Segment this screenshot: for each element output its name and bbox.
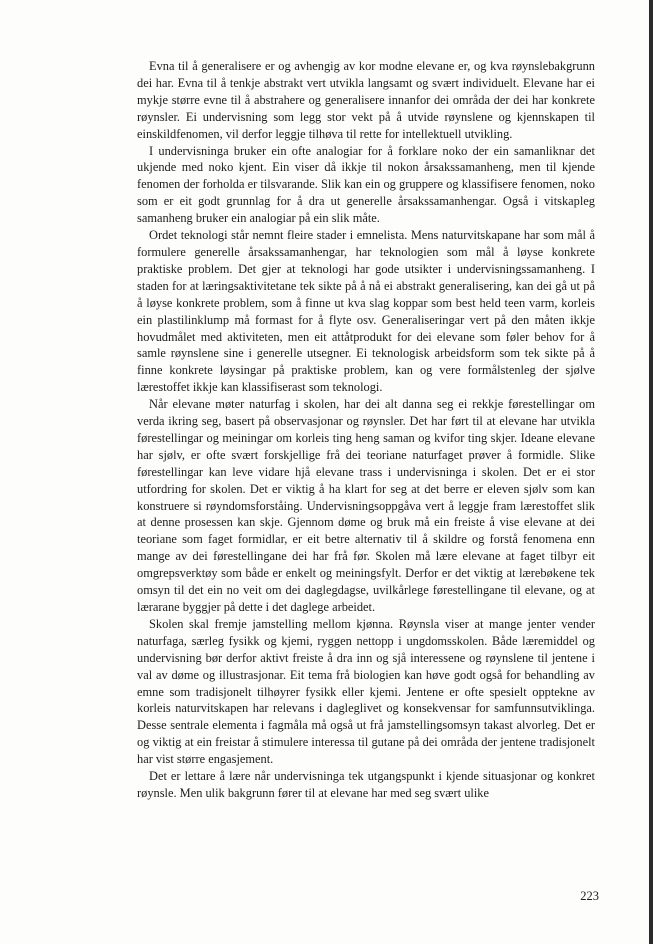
page-number: 223	[580, 889, 599, 903]
body-text	[137, 58, 595, 802]
paragraph-gender-equality: Skolen skal fremje jamstelling mellom kjønna. Røynsla viser at mange jenter vender naturfaga, særleg fysikk og kjemi, ryggen nettopp i ungdomsskolen. Både læremiddel og undervisning bør derfor aktivt freiste å dra inn og sjå interessene og røynslene til jentene i val av døme og illustrasjonar. Eit tema frå biologien kan høve godt også for behandling av emne som tradisjonelt tilhøyrer fysikk eller kjemi. Jentene er ofte spesielt opptekne av korleis naturvitskapen har relevans i dagleglivet og konsekvensar for samfunnsutviklinga. Desse sentrale elementa i fagmåla må også ut frå jamstellingsomsyn takast alvorleg. Det er og viktig at ein freistar å stimulere interessa til gutane på dei områda der jentene tradisjonelt har vist større engasjement.	[137, 616, 595, 767]
paragraph-technology: Ordet teknologi står nemnt fleire stader i emnelista. Mens naturvitskapane har som mål å formulere generelle årsakssamanhengar, har teknologien som mål å løyse konkrete praktiske problem. Det gjer at teknologi har gode utsikter i undervisningssamanheng. I staden for at læringsaktivitetane tek sikte på å nå ei abstrakt generalisering, kan dei gå ut på å løyse konkrete problem, som å finne ut kva slag koppar som best held teen varm, korleis ein plastilinklump må formast for å flyte osv. Generaliseringar vert på den måten ikkje hovudmålet med aktiviteten, men eit attåtprodukt for dei elevane som føler behov for å samle røynslene sine i generelle utsegner. Ei teknologisk arbeidsform som tek sikte på å finne konkrete løysingar på praktiske problem, kan og vere formålstenleg der sjølve lærestoffet ikkje kan klassifiserast som teknologi.	[137, 228, 595, 395]
paragraph-preconceptions: Når elevane møter naturfag i skolen, har dei alt danna seg ei rekkje førestellingar om verda ikring seg, basert på observasjonar og røynsler. Det har ført til at elevane har utvikla førestellingar og meiningar om korleis ting heng saman og kvifor ting skjer. Ideane elevane har sjølv, er ofte svært forskjellige frå dei teoriane naturfaget prøver å formidle. Slike førestellingar kan leve vidare hjå elevane trass i undervisninga i skolen. Det er ei stor utfordring for skolen. Det er viktig å ha klart for seg at det berre er eleven sjølv som kan konstruere si røyndomsforståing. Undervisningsoppgåva vert å leggje fram lærestoffet slik at denne prosessen kan skje. Gjennom døme og bruk må ein freiste å vise elevane at dei teoriane som faget formidlar, er eit betre alternativ til å skildre og forstå fenomena enn mange av dei førestellingane dei har frå før. Skolen må lære elevane at faget tilbyr eit omgrepsverktøy som både er enkelt og meiningsfylt. Derfor er det viktig at lærebøkene tek omsyn til det ein no veit om dei daglegdagse, uvilkårlege førestellingane til elevane, og at lærarane byggjer på dette i det daglege arbeidet.	[137, 397, 595, 614]
paragraph-generalisation: Evna til å generalisere er og avhengig av kor modne elevane er, og kva røynslebakgrunn dei har. Evna til å tenkje abstrakt vert utvikla langsamt og svært individuelt. Elevane har ei mykje større evne til å abstrahere og generalisere innanfor dei områda der dei har konkrete røynsler. Ei undervisning som legg stor vekt på å utvide røynslene og kjennskapen til einskildfenomen, vil derfor leggje tilhøva til rette for intellektuell utvikling.	[137, 59, 595, 141]
scan-edge-border	[649, 0, 653, 944]
paragraph-experience: Det er lettare å lære når undervisninga tek utgangspunkt i kjende situasjonar og konkret røynsle. Men ulik bakgrunn fører til at elevane har med seg svært ulike	[137, 769, 595, 800]
paragraph-analogies: I undervisninga bruker ein ofte analogiar for å forklare noko der ein samanliknar det ukjende med noko kjent. Ein viser då ikkje til nokon årsakssamanheng, men til kjende fenomen der forholda er tilsvarande. Slik kan ein og gruppere og klassifisere fenomen, noko som er eit godt grunnlag for å dra ut generelle årsakssamanhengar. Også i vitskapleg samanheng bruker ein analogiar på ein slik måte.	[137, 143, 595, 226]
